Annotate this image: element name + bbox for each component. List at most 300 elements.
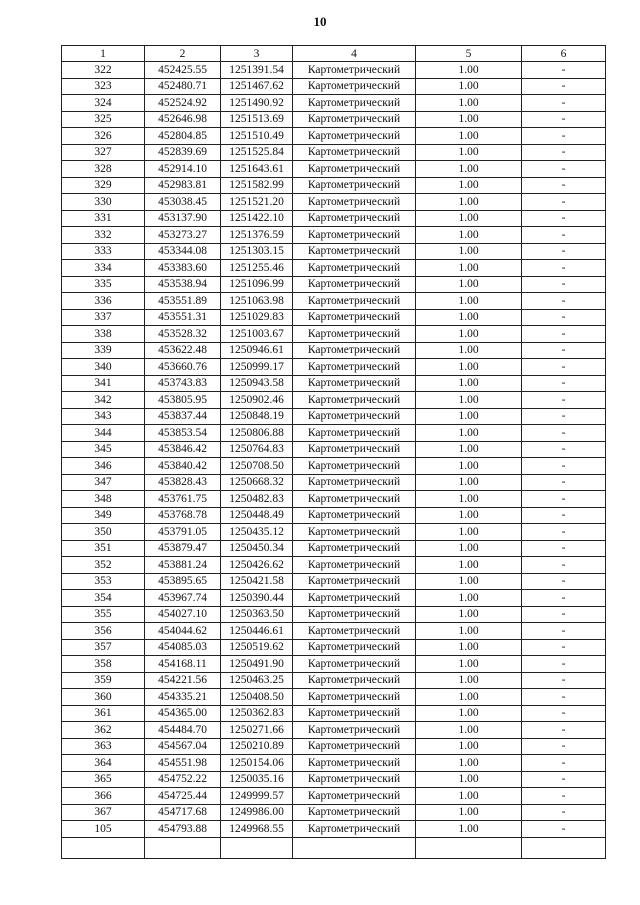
table-row — [62, 359, 606, 376]
cell-point-number: 335 — [62, 276, 145, 293]
cell-coord-y: 1250463.25 — [221, 672, 293, 689]
cell-coord-x: 453768.78 — [145, 507, 221, 524]
cell-coord-y: 1250390.44 — [221, 590, 293, 607]
cell-coord-x: 454085.03 — [145, 639, 221, 656]
cell-method: Картометрический — [293, 62, 416, 79]
cell-point-number: 323 — [62, 78, 145, 95]
table-row — [62, 342, 606, 359]
cell-method: Картометрический — [293, 474, 416, 491]
cell-method: Картометрический — [293, 243, 416, 260]
cell-method: Картометрический — [293, 524, 416, 541]
cell-accuracy: 1.00 — [416, 788, 522, 805]
cell-coord-y: 1249968.55 — [221, 821, 293, 838]
cell-method: Картометрический — [293, 491, 416, 508]
cell-coord-x: 453805.95 — [145, 392, 221, 409]
cell-coord-x: 452839.69 — [145, 144, 221, 161]
cell-coord-y: 1251376.59 — [221, 227, 293, 244]
cell-accuracy: 1.00 — [416, 656, 522, 673]
cell-coord-x: 453344.08 — [145, 243, 221, 260]
cell-coord-x: 454221.56 — [145, 672, 221, 689]
cell-point-number: 349 — [62, 507, 145, 524]
cell-point-number: 344 — [62, 425, 145, 442]
cell-coord-y: 1250426.62 — [221, 557, 293, 574]
cell-note: - — [522, 639, 606, 656]
table-row — [62, 276, 606, 293]
cell-method: Картометрический — [293, 128, 416, 145]
cell-coord-x: 454725.44 — [145, 788, 221, 805]
table-row — [62, 458, 606, 475]
cell-accuracy: 1.00 — [416, 326, 522, 343]
table-row — [62, 177, 606, 194]
cell-coord-y: 1250210.89 — [221, 738, 293, 755]
table-row — [62, 161, 606, 178]
header-col-4: 4 — [293, 46, 416, 62]
cell-point-number: 324 — [62, 95, 145, 112]
cell-point-number: 343 — [62, 408, 145, 425]
table-row — [62, 738, 606, 755]
table-row — [62, 590, 606, 607]
cell-note: - — [522, 738, 606, 755]
cell-method: Картометрический — [293, 441, 416, 458]
cell-point-number: 361 — [62, 705, 145, 722]
cell-accuracy: 1.00 — [416, 441, 522, 458]
cell-coord-x: 452804.85 — [145, 128, 221, 145]
cell-coord-x: 453137.90 — [145, 210, 221, 227]
cell-coord-y: 1250362.83 — [221, 705, 293, 722]
header-col-1: 1 — [62, 46, 145, 62]
cell-note: - — [522, 194, 606, 211]
cell-accuracy: 1.00 — [416, 78, 522, 95]
cell-point-number: 356 — [62, 623, 145, 640]
table-row — [62, 755, 606, 772]
cell-point-number: 350 — [62, 524, 145, 541]
cell-coord-y: 1251525.84 — [221, 144, 293, 161]
cell-note: - — [522, 755, 606, 772]
cell-coord-x: 453660.76 — [145, 359, 221, 376]
table-row — [62, 474, 606, 491]
table-row — [62, 804, 606, 821]
cell-method: Картометрический — [293, 557, 416, 574]
cell-coord-x: 454335.21 — [145, 689, 221, 706]
empty-cell — [62, 837, 145, 858]
table-row — [62, 425, 606, 442]
cell-point-number: 105 — [62, 821, 145, 838]
cell-method: Картометрический — [293, 458, 416, 475]
cell-point-number: 355 — [62, 606, 145, 623]
table-row — [62, 227, 606, 244]
cell-coord-y: 1251063.98 — [221, 293, 293, 310]
cell-method: Картометрический — [293, 194, 416, 211]
cell-note: - — [522, 227, 606, 244]
cell-coord-y: 1250448.49 — [221, 507, 293, 524]
table-row — [62, 128, 606, 145]
cell-point-number: 347 — [62, 474, 145, 491]
cell-coord-x: 453383.60 — [145, 260, 221, 277]
cell-accuracy: 1.00 — [416, 177, 522, 194]
cell-coord-y: 1250764.83 — [221, 441, 293, 458]
cell-point-number: 331 — [62, 210, 145, 227]
cell-point-number: 345 — [62, 441, 145, 458]
table-row — [62, 821, 606, 838]
cell-method: Картометрический — [293, 738, 416, 755]
cell-coord-x: 453273.27 — [145, 227, 221, 244]
cell-coord-y: 1250421.58 — [221, 573, 293, 590]
cell-coord-y: 1251391.54 — [221, 62, 293, 79]
table-row — [62, 309, 606, 326]
cell-coord-x: 452480.71 — [145, 78, 221, 95]
header-col-5: 5 — [416, 46, 522, 62]
cell-coord-x: 453551.31 — [145, 309, 221, 326]
cell-coord-x: 454365.00 — [145, 705, 221, 722]
table-row — [62, 507, 606, 524]
cell-accuracy: 1.00 — [416, 573, 522, 590]
cell-coord-x: 452425.55 — [145, 62, 221, 79]
cell-point-number: 351 — [62, 540, 145, 557]
cell-coord-y: 1250035.16 — [221, 771, 293, 788]
table-row — [62, 689, 606, 706]
table-row — [62, 243, 606, 260]
cell-coord-y: 1251510.49 — [221, 128, 293, 145]
cell-coord-x: 454027.10 — [145, 606, 221, 623]
page-number: 10 — [313, 14, 327, 29]
cell-coord-x: 453761.75 — [145, 491, 221, 508]
cell-accuracy: 1.00 — [416, 309, 522, 326]
cell-note: - — [522, 705, 606, 722]
cell-method: Картометрический — [293, 705, 416, 722]
cell-accuracy: 1.00 — [416, 474, 522, 491]
cell-method: Картометрический — [293, 771, 416, 788]
cell-note: - — [522, 408, 606, 425]
cell-note: - — [522, 392, 606, 409]
cell-coord-y: 1250668.32 — [221, 474, 293, 491]
cell-method: Картометрический — [293, 78, 416, 95]
table-row — [62, 441, 606, 458]
cell-note: - — [522, 672, 606, 689]
cell-coord-y: 1250446.61 — [221, 623, 293, 640]
cell-method: Картометрический — [293, 227, 416, 244]
cell-point-number: 358 — [62, 656, 145, 673]
cell-method: Картометрический — [293, 210, 416, 227]
table-body — [62, 62, 606, 859]
cell-note: - — [522, 557, 606, 574]
cell-note: - — [522, 771, 606, 788]
header-row — [62, 46, 606, 62]
cell-point-number: 352 — [62, 557, 145, 574]
cell-point-number: 364 — [62, 755, 145, 772]
cell-method: Картометрический — [293, 606, 416, 623]
cell-note: - — [522, 788, 606, 805]
cell-coord-y: 1251096.99 — [221, 276, 293, 293]
table-header — [62, 46, 606, 62]
cell-coord-y: 1250363.50 — [221, 606, 293, 623]
table-row — [62, 540, 606, 557]
header-col-6: 6 — [522, 46, 606, 62]
cell-accuracy: 1.00 — [416, 276, 522, 293]
cell-note: - — [522, 276, 606, 293]
cell-point-number: 346 — [62, 458, 145, 475]
header-col-3: 3 — [221, 46, 293, 62]
cell-coord-y: 1250482.83 — [221, 491, 293, 508]
cell-point-number: 354 — [62, 590, 145, 607]
cell-accuracy: 1.00 — [416, 672, 522, 689]
table-row — [62, 623, 606, 640]
empty-row — [62, 837, 606, 858]
cell-note: - — [522, 359, 606, 376]
table-row — [62, 672, 606, 689]
table-row — [62, 95, 606, 112]
cell-accuracy: 1.00 — [416, 705, 522, 722]
cell-note: - — [522, 243, 606, 260]
cell-point-number: 362 — [62, 722, 145, 739]
cell-point-number: 359 — [62, 672, 145, 689]
cell-point-number: 353 — [62, 573, 145, 590]
cell-method: Картометрический — [293, 722, 416, 739]
cell-coord-y: 1249999.57 — [221, 788, 293, 805]
cell-note: - — [522, 95, 606, 112]
cell-method: Картометрический — [293, 540, 416, 557]
cell-point-number: 360 — [62, 689, 145, 706]
cell-method: Картометрический — [293, 161, 416, 178]
table-row — [62, 491, 606, 508]
cell-coord-y: 1251513.69 — [221, 111, 293, 128]
cell-point-number: 342 — [62, 392, 145, 409]
cell-coord-x: 453828.43 — [145, 474, 221, 491]
cell-note: - — [522, 260, 606, 277]
cell-method: Картометрический — [293, 309, 416, 326]
cell-coord-x: 454752.22 — [145, 771, 221, 788]
cell-accuracy: 1.00 — [416, 128, 522, 145]
cell-note: - — [522, 144, 606, 161]
cell-coord-x: 453538.94 — [145, 276, 221, 293]
cell-accuracy: 1.00 — [416, 161, 522, 178]
cell-coord-x: 454567.04 — [145, 738, 221, 755]
cell-accuracy: 1.00 — [416, 524, 522, 541]
cell-accuracy: 1.00 — [416, 722, 522, 739]
table-row — [62, 606, 606, 623]
cell-note: - — [522, 342, 606, 359]
table-row — [62, 144, 606, 161]
table-row — [62, 408, 606, 425]
table-row — [62, 524, 606, 541]
cell-coord-y: 1250519.62 — [221, 639, 293, 656]
cell-accuracy: 1.00 — [416, 144, 522, 161]
table-row — [62, 260, 606, 277]
cell-accuracy: 1.00 — [416, 95, 522, 112]
cell-note: - — [522, 128, 606, 145]
cell-coord-y: 1250491.90 — [221, 656, 293, 673]
empty-cell — [221, 837, 293, 858]
cell-point-number: 330 — [62, 194, 145, 211]
cell-method: Картометрический — [293, 788, 416, 805]
cell-coord-x: 454717.68 — [145, 804, 221, 821]
cell-accuracy: 1.00 — [416, 375, 522, 392]
cell-note: - — [522, 573, 606, 590]
cell-coord-x: 453881.24 — [145, 557, 221, 574]
cell-note: - — [522, 524, 606, 541]
cell-accuracy: 1.00 — [416, 62, 522, 79]
cell-coord-y: 1251422.10 — [221, 210, 293, 227]
cell-coord-y: 1250450.34 — [221, 540, 293, 557]
cell-coord-y: 1251003.67 — [221, 326, 293, 343]
cell-coord-y: 1250408.50 — [221, 689, 293, 706]
cell-coord-y: 1249986.00 — [221, 804, 293, 821]
cell-accuracy: 1.00 — [416, 590, 522, 607]
cell-point-number: 341 — [62, 375, 145, 392]
table-row — [62, 557, 606, 574]
cell-accuracy: 1.00 — [416, 821, 522, 838]
cell-note: - — [522, 309, 606, 326]
cell-accuracy: 1.00 — [416, 227, 522, 244]
table-row — [62, 705, 606, 722]
cell-point-number: 348 — [62, 491, 145, 508]
cell-coord-x: 453528.32 — [145, 326, 221, 343]
cell-point-number: 333 — [62, 243, 145, 260]
cell-coord-x: 453895.65 — [145, 573, 221, 590]
cell-coord-x: 453791.05 — [145, 524, 221, 541]
cell-method: Картометрический — [293, 573, 416, 590]
cell-coord-x: 454044.62 — [145, 623, 221, 640]
cell-coord-y: 1250154.06 — [221, 755, 293, 772]
header-col-2: 2 — [145, 46, 221, 62]
cell-point-number: 329 — [62, 177, 145, 194]
cell-method: Картометрический — [293, 293, 416, 310]
cell-coord-x: 453743.83 — [145, 375, 221, 392]
cell-coord-x: 452646.98 — [145, 111, 221, 128]
cell-point-number: 327 — [62, 144, 145, 161]
cell-method: Картометрический — [293, 590, 416, 607]
cell-coord-y: 1250999.17 — [221, 359, 293, 376]
cell-point-number: 338 — [62, 326, 145, 343]
cell-method: Картометрический — [293, 507, 416, 524]
cell-point-number: 325 — [62, 111, 145, 128]
cell-coord-x: 454793.88 — [145, 821, 221, 838]
cell-point-number: 339 — [62, 342, 145, 359]
cell-method: Картометрический — [293, 656, 416, 673]
cell-method: Картометрический — [293, 392, 416, 409]
cell-point-number: 366 — [62, 788, 145, 805]
cell-point-number: 332 — [62, 227, 145, 244]
cell-point-number: 340 — [62, 359, 145, 376]
table-row — [62, 293, 606, 310]
cell-note: - — [522, 507, 606, 524]
cell-method: Картометрический — [293, 342, 416, 359]
cell-coord-y: 1250271.66 — [221, 722, 293, 739]
cell-note: - — [522, 375, 606, 392]
table-row — [62, 656, 606, 673]
cell-note: - — [522, 689, 606, 706]
cell-note: - — [522, 293, 606, 310]
table-row — [62, 194, 606, 211]
cell-accuracy: 1.00 — [416, 260, 522, 277]
table-row — [62, 210, 606, 227]
cell-accuracy: 1.00 — [416, 194, 522, 211]
cell-point-number: 336 — [62, 293, 145, 310]
table-row — [62, 326, 606, 343]
cell-accuracy: 1.00 — [416, 293, 522, 310]
cell-note: - — [522, 161, 606, 178]
cell-note: - — [522, 491, 606, 508]
cell-coord-y: 1251029.83 — [221, 309, 293, 326]
cell-note: - — [522, 326, 606, 343]
empty-cell — [416, 837, 522, 858]
cell-method: Картометрический — [293, 408, 416, 425]
cell-coord-y: 1251582.99 — [221, 177, 293, 194]
cell-accuracy: 1.00 — [416, 111, 522, 128]
cell-note: - — [522, 177, 606, 194]
cell-coord-y: 1250943.58 — [221, 375, 293, 392]
cell-note: - — [522, 540, 606, 557]
cell-point-number: 322 — [62, 62, 145, 79]
table-row — [62, 78, 606, 95]
cell-accuracy: 1.00 — [416, 557, 522, 574]
cell-coord-x: 453837.44 — [145, 408, 221, 425]
cell-coord-y: 1251521.20 — [221, 194, 293, 211]
cell-coord-x: 454551.98 — [145, 755, 221, 772]
cell-method: Картометрический — [293, 111, 416, 128]
cell-method: Картометрический — [293, 326, 416, 343]
cell-note: - — [522, 210, 606, 227]
cell-note: - — [522, 78, 606, 95]
cell-accuracy: 1.00 — [416, 458, 522, 475]
cell-coord-y: 1251643.61 — [221, 161, 293, 178]
cell-method: Картометрический — [293, 755, 416, 772]
cell-method: Картометрический — [293, 260, 416, 277]
cell-accuracy: 1.00 — [416, 425, 522, 442]
empty-cell — [293, 837, 416, 858]
cell-accuracy: 1.00 — [416, 738, 522, 755]
cell-method: Картометрический — [293, 804, 416, 821]
cell-point-number: 357 — [62, 639, 145, 656]
cell-coord-x: 452914.10 — [145, 161, 221, 178]
table-row — [62, 639, 606, 656]
table-row — [62, 62, 606, 79]
cell-coord-y: 1251467.62 — [221, 78, 293, 95]
cell-method: Картометрический — [293, 425, 416, 442]
cell-method: Картометрический — [293, 623, 416, 640]
table-row — [62, 375, 606, 392]
table-row — [62, 771, 606, 788]
cell-method: Картометрический — [293, 689, 416, 706]
cell-note: - — [522, 111, 606, 128]
cell-point-number: 326 — [62, 128, 145, 145]
cell-method: Картометрический — [293, 639, 416, 656]
cell-coord-y: 1251255.46 — [221, 260, 293, 277]
cell-accuracy: 1.00 — [416, 491, 522, 508]
table-row — [62, 573, 606, 590]
cell-accuracy: 1.00 — [416, 540, 522, 557]
cell-note: - — [522, 474, 606, 491]
cell-accuracy: 1.00 — [416, 623, 522, 640]
cell-method: Картометрический — [293, 276, 416, 293]
cell-point-number: 337 — [62, 309, 145, 326]
cell-note: - — [522, 623, 606, 640]
cell-method: Картометрический — [293, 177, 416, 194]
cell-accuracy: 1.00 — [416, 210, 522, 227]
table-row — [62, 111, 606, 128]
cell-note: - — [522, 425, 606, 442]
cell-note: - — [522, 458, 606, 475]
empty-cell — [145, 837, 221, 858]
table-row — [62, 788, 606, 805]
cell-point-number: 328 — [62, 161, 145, 178]
table-row — [62, 392, 606, 409]
cell-note: - — [522, 821, 606, 838]
cell-coord-x: 452524.92 — [145, 95, 221, 112]
cell-note: - — [522, 62, 606, 79]
cell-method: Картометрический — [293, 144, 416, 161]
cell-method: Картометрический — [293, 672, 416, 689]
cell-accuracy: 1.00 — [416, 243, 522, 260]
